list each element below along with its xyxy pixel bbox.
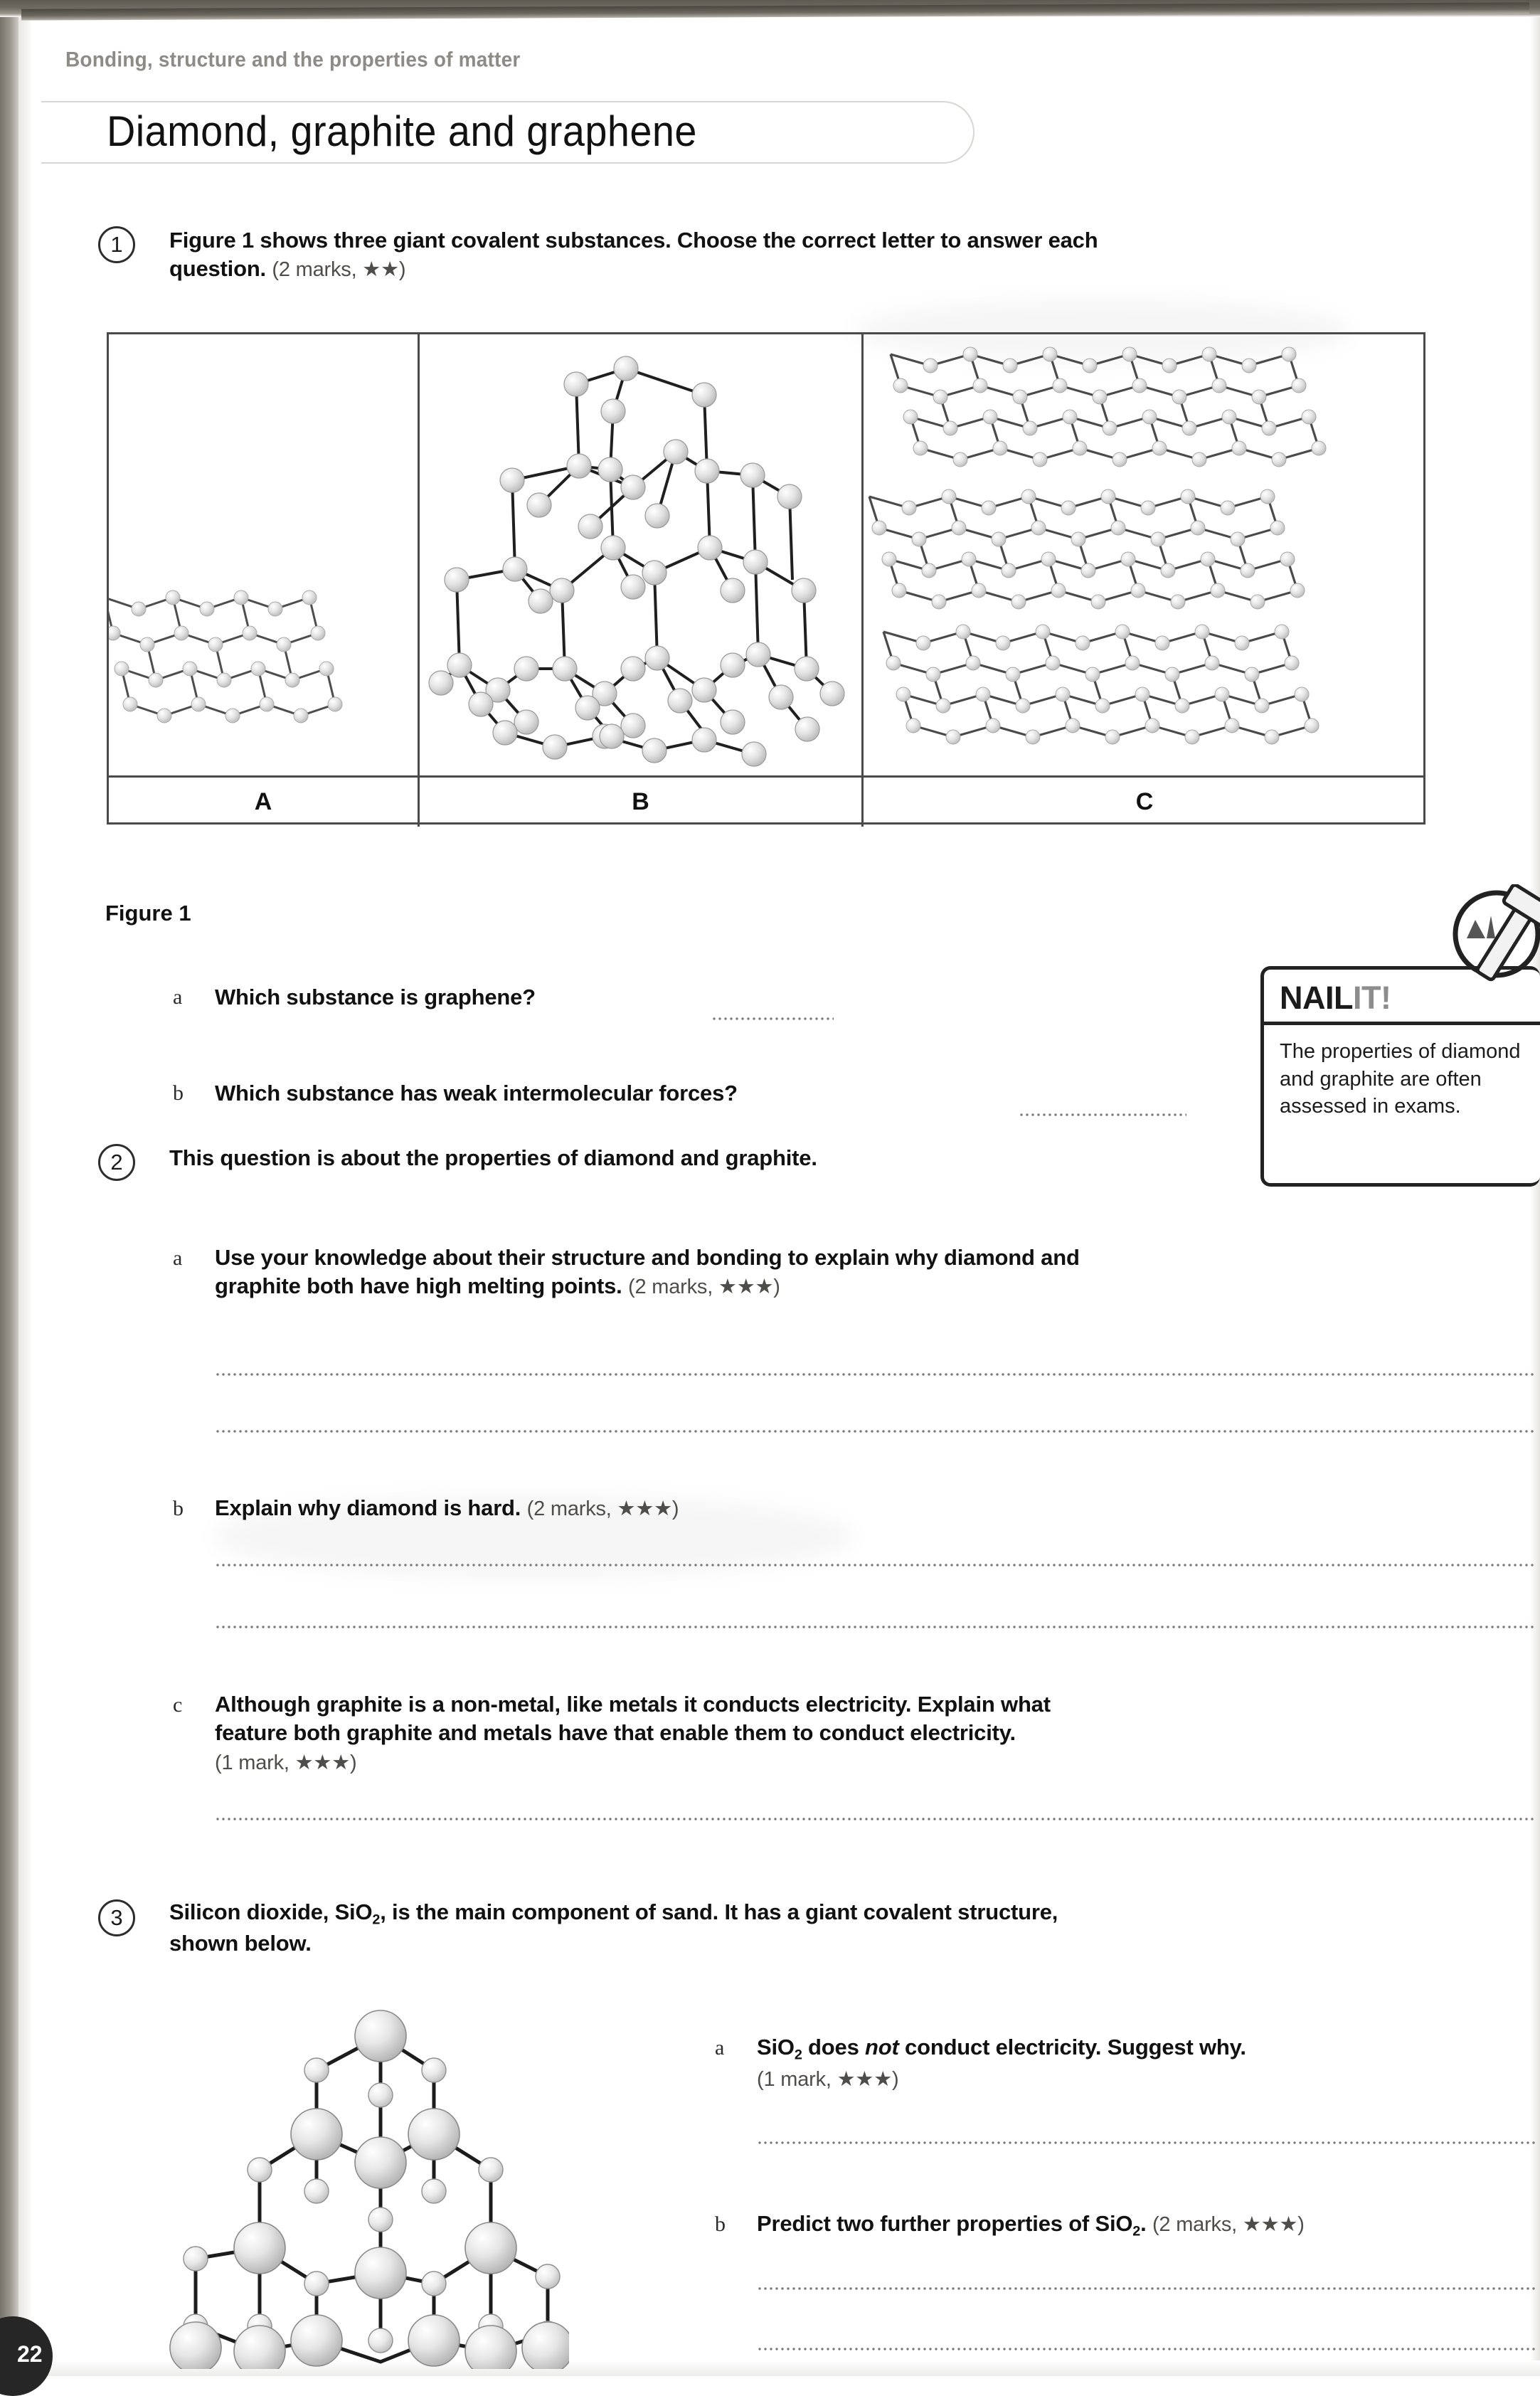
question-3a-pre: SiO bbox=[757, 2035, 795, 2060]
nailit-title-dark: NAIL bbox=[1280, 980, 1353, 1016]
question-2a-line2: graphite both have high melting points. bbox=[215, 1273, 622, 1299]
graphene-single-layer-diagram bbox=[109, 334, 420, 775]
answer-line-2a-1[interactable] bbox=[215, 1373, 1535, 1376]
question-3b-post: . bbox=[1140, 2211, 1147, 2236]
question-3-stem bbox=[169, 1898, 1514, 1958]
question-2c-line1: Although graphite is a non-metal, like metals it conducts electricity. Explain what bbox=[215, 1692, 1051, 1717]
figure-label-row bbox=[109, 775, 1423, 825]
question-1b-letter: b bbox=[173, 1081, 184, 1105]
answer-blank-1b[interactable] bbox=[1019, 1113, 1186, 1116]
answer-line-2b-1[interactable] bbox=[215, 1564, 1535, 1567]
question-number-2: 2 bbox=[98, 1144, 135, 1181]
question-3b-marks: (2 marks, ★★★) bbox=[1152, 2213, 1305, 2236]
answer-line-2a-2[interactable] bbox=[215, 1430, 1535, 1433]
figure-label-c: C bbox=[1135, 788, 1154, 815]
hammer-icon bbox=[1443, 884, 1540, 1005]
question-2c-marks: (1 mark, ★★★) bbox=[215, 1751, 357, 1774]
figure-1-table bbox=[107, 332, 1425, 825]
question-number-3: 3 bbox=[98, 1899, 135, 1936]
question-2b-text bbox=[215, 1494, 1225, 1523]
question-2c-letter: c bbox=[173, 1693, 183, 1717]
question-1b-text: Which substance has weak intermolecular forces? bbox=[215, 1081, 738, 1106]
question-2a-line1: Use your knowledge about their structure and bonding to explain why diamond and bbox=[215, 1245, 1080, 1270]
question-2a-marks: (2 marks, ★★★) bbox=[628, 1276, 780, 1299]
silicon-dioxide-structure-diagram bbox=[135, 1992, 569, 2369]
question-3a-post: conduct electricity. Suggest why. bbox=[898, 2035, 1246, 2060]
question-2b-line1: Explain why diamond is hard. bbox=[215, 1495, 521, 1520]
question-3b-letter: b bbox=[715, 2212, 726, 2236]
answer-line-2b-2[interactable] bbox=[215, 1626, 1535, 1628]
question-3b-text bbox=[757, 2210, 1532, 2241]
question-1-marks: (2 marks, ★★) bbox=[272, 258, 406, 282]
question-2b-letter: b bbox=[173, 1497, 184, 1520]
question-2b-marks: (2 marks, ★★★) bbox=[526, 1498, 679, 1520]
question-3b-subscript: 2 bbox=[1132, 2223, 1141, 2239]
answer-line-3a-1[interactable] bbox=[757, 2141, 1535, 2144]
figure-1-caption: Figure 1 bbox=[105, 901, 191, 926]
question-2a-letter: a bbox=[173, 1246, 183, 1270]
question-2c-line2: feature both graphite and metals have that enable them to conduct electricity. bbox=[215, 1720, 1016, 1746]
page-title: Diamond, graphite and graphene bbox=[107, 107, 697, 155]
answer-line-2c-1[interactable] bbox=[215, 1818, 1535, 1820]
question-3a-letter: a bbox=[715, 2036, 725, 2060]
question-2-stem: This question is about the properties of diamond and graphite. bbox=[169, 1145, 817, 1170]
nailit-body-text: The properties of diamond and graphite are often assessed in exams. bbox=[1280, 1040, 1521, 1118]
question-3a-subscript: 2 bbox=[794, 2047, 802, 2063]
figure-label-a: A bbox=[109, 778, 420, 827]
question-3-line1b: , is the main component of sand. It has a giant covalent structure, bbox=[380, 1899, 1058, 1924]
answer-blank-1a[interactable] bbox=[711, 1017, 834, 1020]
answer-line-3b-2[interactable] bbox=[757, 2348, 1535, 2350]
nailit-title bbox=[1280, 980, 1391, 1017]
diamond-lattice-diagram bbox=[420, 334, 864, 775]
question-1-stem bbox=[169, 226, 1108, 284]
question-1a-letter: a bbox=[173, 985, 183, 1009]
graphite-stacked-layers-diagram bbox=[864, 334, 1425, 775]
answer-line-3b-1[interactable] bbox=[757, 2287, 1535, 2290]
figure-cell-c bbox=[864, 334, 1425, 775]
question-number-1: 1 bbox=[98, 226, 135, 263]
figure-cell-b bbox=[420, 334, 864, 775]
question-3-subscript: 2 bbox=[372, 1912, 381, 1928]
question-3a-text bbox=[757, 2033, 1511, 2094]
question-2c-text bbox=[215, 1690, 1268, 1776]
running-head: Bonding, structure and the properties of matter bbox=[65, 48, 521, 71]
question-3a-marks: (1 mark, ★★★) bbox=[757, 2068, 899, 2092]
question-3-line2: shown below. bbox=[169, 1931, 312, 1956]
question-1a-text: Which substance is graphene? bbox=[215, 985, 536, 1009]
question-2a-text bbox=[215, 1244, 1225, 1301]
question-3b-pre: Predict two further properties of SiO bbox=[757, 2211, 1133, 2236]
question-1-stem-text: Figure 1 shows three giant covalent substances. Choose the correct letter to answer each question. bbox=[169, 228, 1098, 282]
question-3a-mid: does bbox=[802, 2035, 866, 2060]
figure-label-b: B bbox=[420, 778, 864, 827]
question-3a-italic: not bbox=[865, 2035, 899, 2060]
question-3-line1a: Silicon dioxide, SiO bbox=[169, 1899, 373, 1924]
nailit-title-gray: IT! bbox=[1353, 980, 1391, 1016]
page-number: 22 bbox=[17, 2341, 43, 2367]
figure-cell-a bbox=[109, 334, 420, 775]
